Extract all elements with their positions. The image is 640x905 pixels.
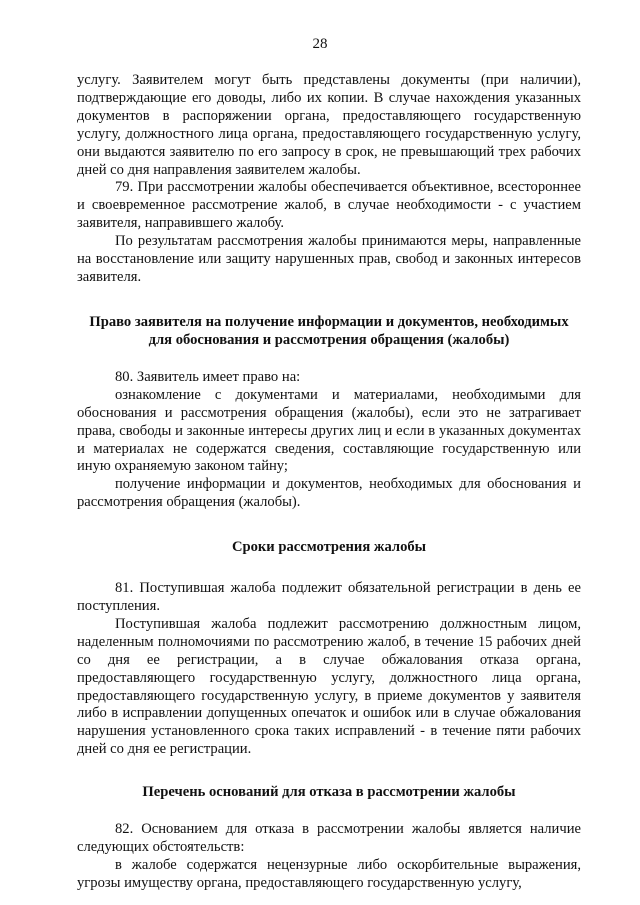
paragraph: 80. Заявитель имеет право на: <box>115 368 301 385</box>
document-body <box>77 72 581 893</box>
paragraph: По результатам рассмотрения жалобы принимаются меры, направленные на восстановление или защиту нарушенных прав, свобод и законных интересов заявителя. <box>77 233 581 285</box>
paragraph: 81. Поступившая жалоба подлежит обязательной регистрации в день ее поступления. <box>77 580 581 615</box>
page-number: 28 <box>312 36 328 52</box>
paragraph: получение информации и документов, необходимых для обоснования и рассмотрения обращения (жалобы). <box>77 476 581 511</box>
paragraph: ознакомление с документами и материалами, необходимыми для обоснования и рассмотрения обращения (жалобы), если это не затрагивает права, свободы и законные интересы других лиц и если в указанных документах и материалах не содержатся сведения, составляющие государственную или иную охраняемую законом тайну; <box>77 386 581 475</box>
paragraph: 79. При рассмотрении жалобы обеспечивается объективное, всестороннее и своевременное рассмотрение жалоб, в случае необходимости - с участием заявителя, направившего жалобу. <box>77 179 581 232</box>
section-heading: Сроки рассмотрения жалобы <box>231 539 427 556</box>
paragraph: Поступившая жалоба подлежит рассмотрению должностным лицом, наделенным полномочиями по рассмотрению жалоб, в течение 15 рабочих дней со дня ее регистрации, а в случае обжалования отказа органа, предоставляющего государственную услугу, должностного лица органа, предоставляющего государственную услугу, в приеме документов у заявителя либо в исправлении допущенных опечаток и ошибок или в случае обжалования нарушения установленного срока таких исправлений - в течение пяти рабочих дней со дня ее регистрации. <box>77 615 581 758</box>
section-heading: Перечень оснований для отказа в рассмотрении жалобы <box>142 784 516 801</box>
paragraph: услугу. Заявителем могут быть представлены документы (при наличии), подтверждающие его доводы, либо их копии. В случае нахождения указанных документов в распоряжении органа, предоставляющего государственную услугу, должностного лица органа, предоставляющего государственную услугу, они выдаются заявителю по его запросу в срок, не превышающий трех рабочих дней со дня направления заявителем жалобы. <box>77 72 581 178</box>
paragraph: в жалобе содержатся нецензурные либо оскорбительные выражения, угрозы имуществу органа, предоставляющего государственную услугу, <box>77 857 581 891</box>
section-heading: Право заявителя на получение информации и документов, необходимых для обоснования и рассмотрения обращения (жалобы) <box>89 313 569 348</box>
paragraph: 82. Основанием для отказа в рассмотрении жалобы является наличие следующих обстоятельств: <box>77 821 581 856</box>
